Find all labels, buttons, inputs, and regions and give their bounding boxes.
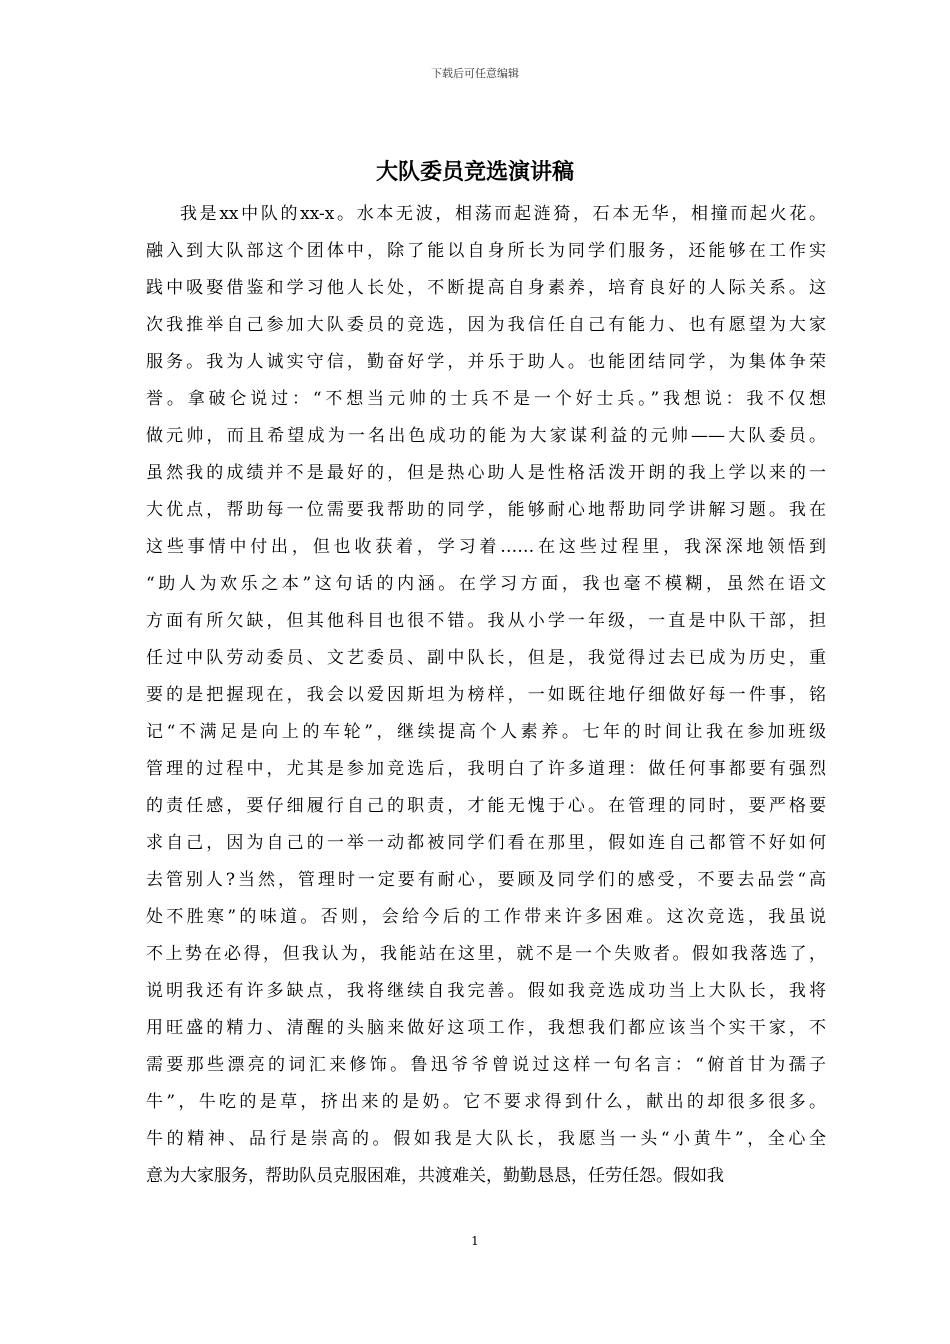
- body-line: 意为大家服务，帮助队员克服困难，共渡难关，勤勤恳恳，任劳任怨。假如我: [146, 1166, 724, 1186]
- body-line: 不上势在必得，但我认为，我能站在这里，就不是一个失败者。假如我落选了，: [146, 944, 826, 964]
- body-line: 誉。拿破仑说过：“不想当元帅的士兵不是一个好士兵。”我想说：我不仅想: [146, 389, 826, 409]
- body-line: 处不胜寒”的味道。否则，会给今后的工作带来许多困难。这次竞选，我虽说: [146, 907, 826, 927]
- body-line: 管理的过程中，尤其是参加竞选后，我明白了许多道理：做任何事都要有强烈: [146, 759, 826, 779]
- body-line: 说明我还有许多缺点，我将继续自我完善。假如我竞选成功当上大队长，我将: [146, 981, 826, 1001]
- body-line: 大优点，帮助每一位需要我帮助的同学，能够耐心地帮助同学讲解习题。我在: [146, 500, 826, 520]
- body-line: 融入到大队部这个团体中，除了能以自身所长为同学们服务，还能够在工作实: [146, 241, 826, 261]
- body-line: 任过中队劳动委员、文艺委员、副中队长，但是，我觉得过去已成为历史，重: [146, 648, 826, 668]
- body-line: 做元帅，而且希望成为一名出色成功的能为大家谋利益的元帅——大队委员。: [146, 426, 826, 446]
- body-line: 服务。我为人诚实守信，勤奋好学，并乐于助人。也能团结同学，为集体争荣: [146, 352, 826, 372]
- body-line: 需要那些漂亮的词汇来修饰。鲁迅爷爷曾说过这样一句名言：“俯首甘为孺子: [146, 1055, 826, 1075]
- body-line: 要的是把握现在，我会以爱因斯坦为榜样，一如既往地仔细做好每一件事，铭: [146, 685, 826, 705]
- document-body: [146, 196, 826, 1195]
- body-line: 这些事情中付出，但也收获着，学习着……在这些过程里，我深深地领悟到: [146, 537, 826, 557]
- document-title: 大队委员竞选演讲稿: [375, 159, 574, 185]
- page-number: 1: [471, 1234, 479, 1248]
- body-line: 去管别人?当然，管理时一定要有耐心，要顾及同学们的感受，不要去品尝“高: [146, 870, 826, 890]
- body-line: 虽然我的成绩并不是最好的，但是热心助人是性格活泼开朗的我上学以来的一: [146, 463, 826, 483]
- body-line: 牛的精神、品行是崇高的。假如我是大队长，我愿当一头“小黄牛”，全心全: [146, 1129, 826, 1149]
- body-line: 牛”，牛吃的是草，挤出来的是奶。它不要求得到什么，献出的却很多很多。: [146, 1092, 826, 1112]
- body-line: 我是xx中队的xx-x。水本无波，相荡而起涟猗，石本无华，相撞而起火花。: [180, 204, 826, 224]
- body-line: “助人为欢乐之本”这句话的内涵。在学习方面，我也毫不模糊，虽然在语文: [146, 574, 826, 594]
- body-line: 方面有所欠缺，但其他科目也很不错。我从小学一年级，一直是中队干部，担: [146, 611, 826, 631]
- body-line: 践中吸娶借鉴和学习他人长处，不断提高自身素养，培育良好的人际关系。这: [146, 278, 826, 298]
- body-line: 用旺盛的精力、清醒的头脑来做好这项工作，我想我们都应该当个实干家，不: [146, 1018, 826, 1038]
- body-line: 的责任感，要仔细履行自己的职责，才能无愧于心。在管理的同时，要严格要: [146, 796, 826, 816]
- body-line: 记“不满足是向上的车轮”，继续提高个人素养。七年的时间让我在参加班级: [146, 722, 826, 742]
- page-header-note: 下载后可任意编辑: [431, 67, 519, 80]
- body-line: 次我推举自己参加大队委员的竞选，因为我信任自己有能力、也有愿望为大家: [146, 315, 826, 335]
- body-line: 求自己，因为自己的一举一动都被同学们看在那里，假如连自己都管不好如何: [146, 833, 826, 853]
